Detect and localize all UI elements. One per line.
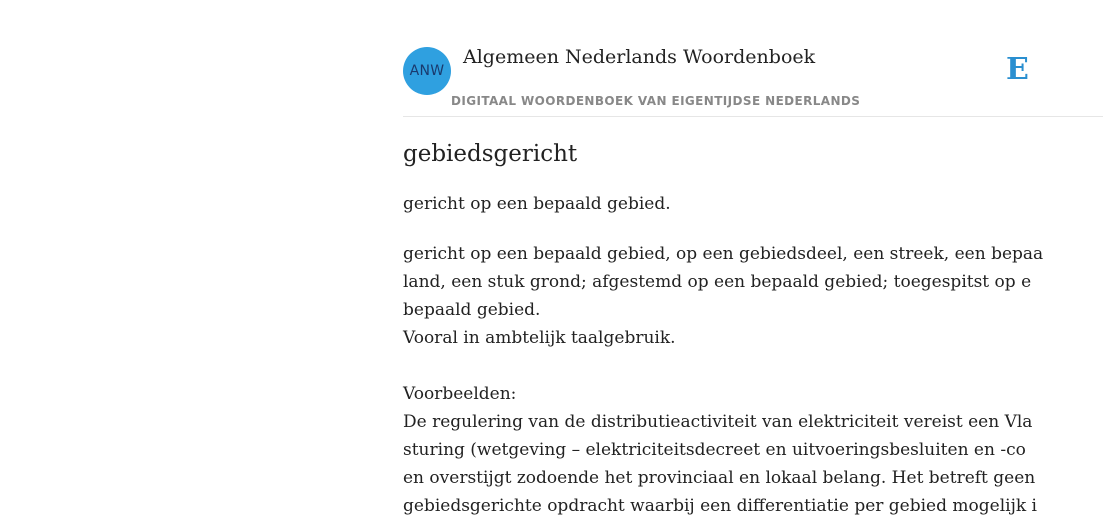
anw-logo[interactable] <box>403 47 451 95</box>
definition-line: bepaald gebied. <box>403 300 541 320</box>
example-line: en overstijgt zodoende het provinciaal en lokaal belang. Het betreft geen <box>403 468 1036 488</box>
site-header <box>403 0 1103 117</box>
site-title[interactable]: Algemeen Nederlands Woordenboek <box>463 46 816 68</box>
dictionary-page <box>403 0 1103 516</box>
headword: gebiedsgericht <box>403 141 578 167</box>
corner-letter: E <box>1006 52 1029 87</box>
spacer <box>403 352 1043 380</box>
definition-line: land, een stuk grond; afgestemd op een bepaald gebied; toegespitst op e <box>403 272 1032 292</box>
example-line: De regulering van de distributieactiviteit van elektriciteit vereist een Vla <box>403 412 1033 432</box>
entry-body <box>403 240 1043 520</box>
examples-label: Voorbeelden: <box>403 384 517 404</box>
example-line: gebiedsgerichte opdracht waarbij een differentiatie per gebied mogelijk i <box>403 496 1037 516</box>
example-line: sturing (wetgeving – elektriciteitsdecreet en uitvoeringsbesluiten en -co <box>403 440 1026 460</box>
usage-note: Vooral in ambtelijk taalgebruik. <box>403 328 676 348</box>
site-subtitle: DIGITAAL WOORDENBOEK VAN EIGENTIJDSE NEDERLANDS <box>451 94 861 108</box>
short-definition: gericht op een bepaald gebied. <box>403 194 671 214</box>
logo-text: ANW <box>409 63 445 79</box>
definition-line: gericht op een bepaald gebied, op een gebiedsdeel, een streek, een bepaa <box>403 244 1044 264</box>
